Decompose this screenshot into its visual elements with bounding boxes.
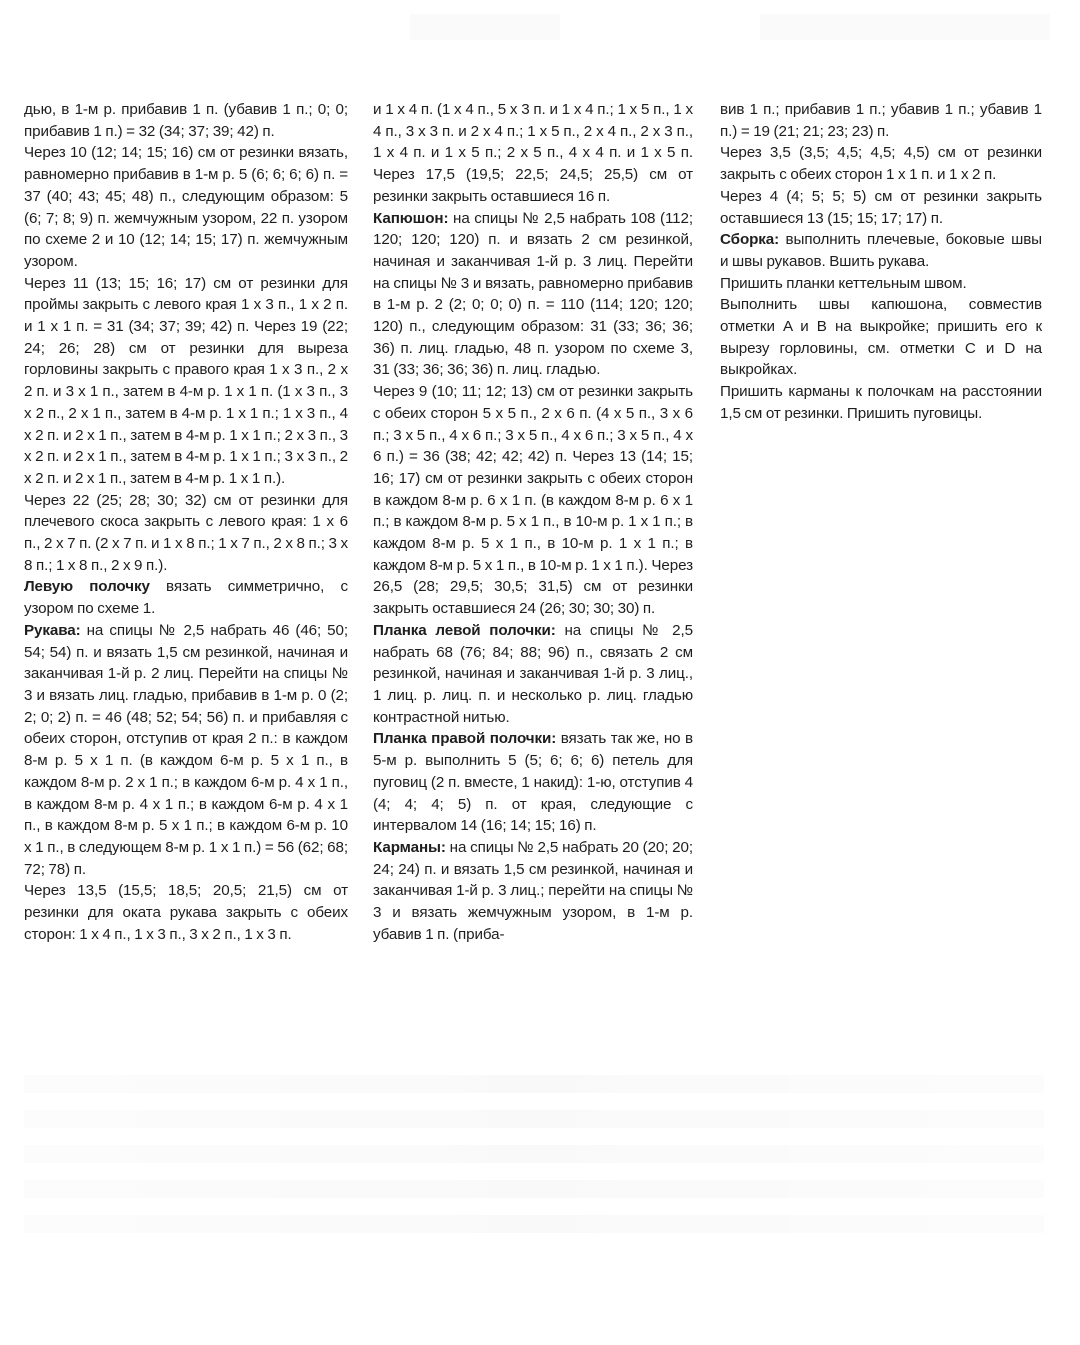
paragraph: дью, в 1-м р. прибавив 1 п. (убавив 1 п.; 0; 0; прибавив 1 п.) = 32 (34; 37; 39; 42) п. [24, 101, 348, 140]
paragraph: Через 10 (12; 14; 15; 16) см от резинки вязать, равномерно прибавив в 1-м р. 5 (6; 6; 6; 6) п. = 37 (40; 43; 45; 48) п., следующим образом: 5 (6; 7; 8; 9) п. жемчужным узором, 22 п. узором по схеме 2 и 10 (12; 14; 15; 17) п. жемчужным узором. [24, 144, 348, 270]
paragraph: Через 22 (25; 28; 30; 32) см от резинки для плечевого скоса закрыть с левого края: 1 x 6 п., 2 x 7 п. (2 x 7 п. и 1 x 8 п.; 1 x 7 п., 2 x 8 п.; 3 x 8 п.; 1 x 8 п., 2 x 9 п.). [24, 491, 348, 574]
paragraph-left-front: Левую полочку вязать симметрично, с узором по схеме 1. [24, 578, 348, 618]
paragraph-hood: Капюшон: на спицы № 2,5 набрать 108 (112; 120; 120; 120) п. и вязать 2 см резинкой, начиная и заканчивая 1-й р. 3 лиц. Перейти на спицы № 3 и вязать, равномерно прибавив в 1-м р. 2 (2; 0; 0; 0) п. = 110 (114; 120; 120; 120) п., следующим образом: 31 (33; 36; 36; 36) п. лиц. гладью, 48 п. узором по схеме 3, 31 (33; 36; 36; 36) п. лиц. гладью. [373, 209, 693, 379]
text-column-3 [720, 99, 1042, 425]
paragraph: Пришить карманы к полочкам на расстоянии 1,5 см от резинки. Пришить пуговицы. [720, 383, 1042, 422]
show-through-band [24, 1215, 1044, 1233]
section-heading: Сборка: [720, 231, 780, 249]
paragraph-assembly: Сборка: выполнить плечевые, боковые швы и швы рукавов. Вшить рукава. [720, 231, 1042, 270]
section-heading: Капюшон: [373, 209, 449, 227]
paragraph: Через 13,5 (15,5; 18,5; 20,5; 21,5) см от резинки для оката рукава закрыть с обеих сторон: 1 x 4 п., 1 x 3 п., 3 x 2 п., 1 x 3 п. [24, 882, 348, 943]
show-through-band [24, 1110, 1044, 1128]
paragraph-left-band: Планка левой полочки: на спицы № 2,5 набрать 68 (76; 84; 88; 96) п., связать 2 см резинкой, начиная и заканчивая 1-й р. 3 лиц., 1 лиц. р. лиц. п. и несколько р. лиц. гладью контрастной нитью. [373, 621, 693, 726]
section-heading: Планка правой полочки: [373, 730, 557, 748]
paragraph: Через 11 (13; 15; 16; 17) см от резинки для проймы закрыть с левого края 1 x 3 п., 1 x 2 п. и 1 x 1 п. = 31 (34; 37; 39; 42) п. Через 19 (22; 24; 26; 28) см от резинки для выреза горловины закрыть с правого края 1 x 3 п., 2 x 2 п. и 3 x 1 п., затем в 4-м р. 1 x 1 п. (1 x 3 п., 3 x 2 п., 2 x 1 п., затем в 4-м р. 1 x 1 п.; 1 x 3 п., 4 x 2 п. и 2 x 1 п., затем в 4-м р. 1 x 1 п.; 2 x 3 п., 3 x 2 п. и 2 x 1 п., затем в 4-м р. 1 x 1 п.; 3 x 3 п., 2 x 2 п. и 2 x 1 п., затем в 4-м р. 1 x 1 п.). [24, 274, 348, 487]
paragraph-right-band: Планка правой полочки: вязать так же, но в 5-м р. выполнить 5 (5; 6; 6; 6) петель для пуговиц (2 п. вместе, 1 накид): 1-ю, отступив 4 (4; 4; 4; 5) п. от края, следующие с интервалом 14 (16; 14; 15; 16) п. [373, 730, 693, 835]
paragraph: и 1 x 4 п. (1 x 4 п., 5 x 3 п. и 1 x 4 п.; 1 x 5 п., 1 x 4 п., 3 x 3 п. и 2 x 4 п.; 1 x 5 п., 2 x 4 п., 2 x 3 п., 1 x 4 п. и 1 x 5 п.; 2 x 5 п., 4 x 4 п. и 1 x 5 п. Через 17,5 (19,5; 22,5; 24,5; 25,5) см от резинки закрыть оставшиеся 16 п. [373, 101, 693, 205]
section-heading: Планка левой полочки: [373, 621, 556, 639]
faded-header-mark [410, 14, 560, 40]
text-column-1 [24, 99, 348, 945]
paragraph: Через 4 (4; 5; 5; 5) см от резинки закрыть оставшиеся 13 (15; 15; 17; 17) п. [720, 187, 1042, 227]
faded-header-mark [760, 14, 1050, 40]
section-heading: Карманы: [373, 838, 446, 856]
section-heading: Левую полочку [24, 578, 150, 596]
paragraph-pockets: Карманы: на спицы № 2,5 набрать 20 (20; 20; 24; 24) п. и вязать 1,5 см резинкой, начиная и заканчивая 1-й р. 3 лиц.; перейти на спицы № 3 и вязать жемчужным узором, в 1-м р. убавив 1 п. (приба- [373, 838, 693, 943]
show-through-band [24, 1145, 1044, 1163]
show-through-band [24, 1075, 1044, 1093]
paragraph: Пришить планки кеттельным швом. [720, 274, 967, 292]
paragraph: вив 1 п.; прибавив 1 п.; убавив 1 п.; убавив 1 п.) = 19 (21; 21; 23; 23) п. [720, 101, 1042, 140]
paragraph: Через 9 (10; 11; 12; 13) см от резинки закрыть с обеих сторон 5 x 5 п., 2 x 6 п. (4 x 5 п., 3 x 6 п.; 3 x 5 п., 4 x 6 п.; 3 x 5 п., 4 x 6 п.; 3 x 5 п., 4 x 6 п.) = 36 (38; 42; 42; 42) п. Через 13 (14; 15; 16; 17) см от резинки закрыть с обеих сторон в каждом 8-м р. 6 x 1 п. (в каждом 8-м р. 6 x 1 п.; в каждом 8-м р. 5 x 1 п., в 10-м р. 1 x 1 п.; в каждом 8-м р. 5 x 1 п., в 10-м р. 1 x 1 п.; в каждом 8-м р. 5 x 1 п., в 10-м р. 1 x 1 п.). Через 26,5 (28; 29,5; 30,5; 31,5) см от резинки закрыть оставшиеся 24 (26; 30; 30; 30) п. [373, 383, 693, 618]
text-column-2 [373, 99, 693, 945]
paragraph: Через 3,5 (3,5; 4,5; 4,5; 4,5) см от резинки закрыть с обеих сторон 1 x 1 п. и 1 x 2 п. [720, 144, 1042, 184]
paragraph-sleeves: Рукава: на спицы № 2,5 набрать 46 (46; 50; 54; 54) п. и вязать 1,5 см резинкой, начиная и заканчивая 1-й р. 2 лиц. Перейти на спицы № 3 и вязать лиц. гладью, прибавив в 1-м р. 0 (2; 2; 0; 2) п. = 46 (48; 52; 54; 56) п. и прибавляя с обеих сторон, отступив от края 2 п.: в каждом 8-м р. 5 x 1 п. (в каждом 6-м р. 5 x 1 п., в каждом 8-м р. 2 x 1 п.; в каждом 6-м р. 4 x 1 п., в каждом 8-м р. 4 x 1 п.; в каждом 6-м р. 4 x 1 п., в каждом 8-м р. 5 x 1 п.; в каждом 6-м р. 10 x 1 п., в следующем 8-м р. 1 x 1 п.) = 56 (62; 68; 72; 78) п. [24, 621, 348, 878]
section-heading: Рукава: [24, 621, 81, 639]
paragraph: Выполнить швы капюшона, совместив отметки A и B на выкройке; пришить его к вырезу горловины, см. отметки C и D на выкройках. [720, 296, 1042, 379]
show-through-band [24, 1180, 1044, 1198]
